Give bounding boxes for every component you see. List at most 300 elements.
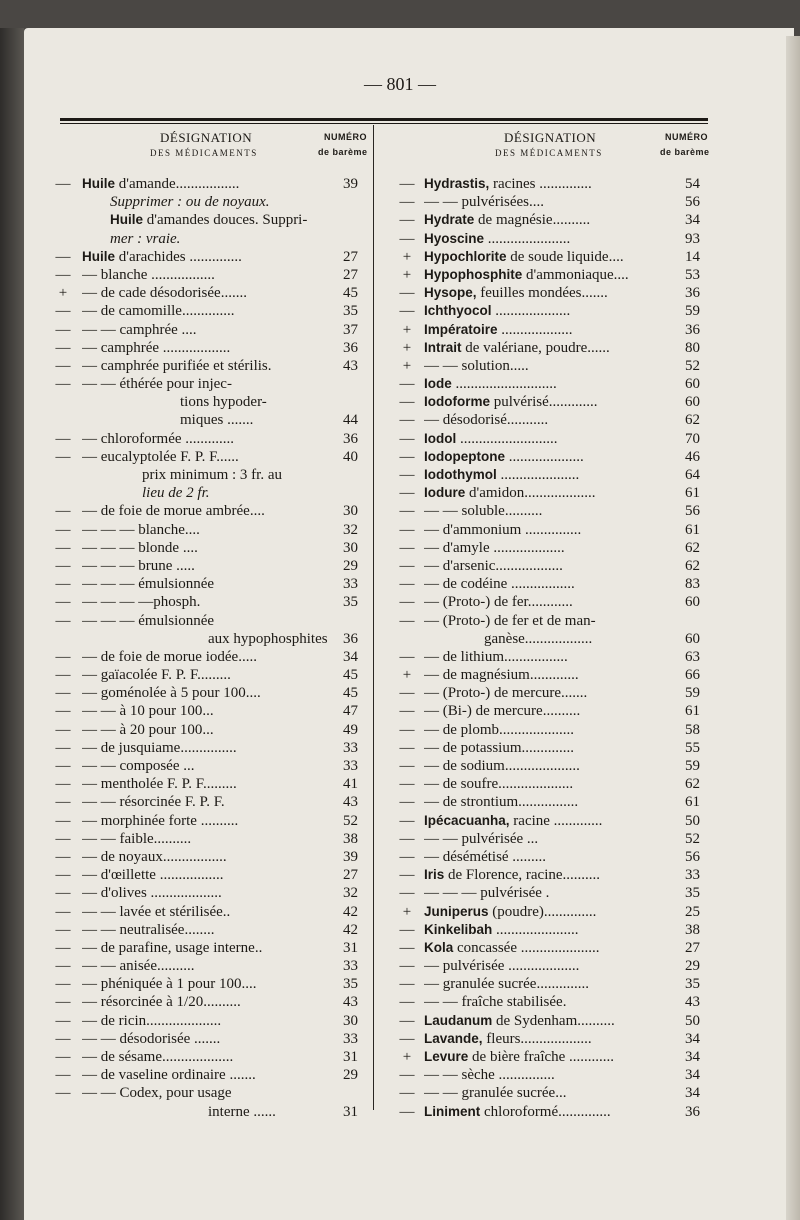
list-item	[48, 866, 368, 884]
entry-number: 59	[685, 685, 700, 702]
entry-designation	[424, 284, 608, 302]
entry-marker: —	[399, 703, 415, 720]
entry-marker: —	[55, 848, 71, 865]
entry-text: — goménolée à 5 pour 100....	[82, 685, 261, 702]
entry-designation	[82, 593, 200, 611]
entry-text: — d'amyle ...................	[424, 539, 565, 556]
entry-text: — (Proto-) de fer............	[424, 594, 573, 611]
entry-text: — de lithium.................	[424, 648, 568, 665]
entry-text: — — — brune .....	[82, 557, 195, 574]
entry-designation	[82, 775, 237, 793]
entry-marker: +	[402, 357, 412, 374]
left-column	[48, 175, 368, 1121]
entry-marker: —	[399, 430, 415, 447]
entry-marker: —	[55, 776, 71, 793]
list-item	[48, 884, 368, 902]
entry-number: 46	[685, 448, 700, 465]
list-item	[48, 702, 368, 720]
entry-designation	[82, 666, 231, 684]
entry-marker: —	[55, 248, 71, 265]
entry-marker: —	[399, 794, 415, 811]
entry-marker: —	[55, 448, 71, 465]
entry-marker: —	[55, 994, 71, 1011]
entry-designation	[424, 812, 602, 830]
list-item	[48, 521, 368, 539]
entry-text: — — lavée et stérilisée..	[82, 903, 231, 920]
entry-designation	[82, 921, 214, 939]
entry-name: Laudanum	[424, 1012, 493, 1028]
entry-designation	[424, 1048, 614, 1066]
entry-text: de magnésie..........	[474, 212, 591, 229]
entry-text: — de codéine .................	[424, 576, 575, 593]
list-item	[392, 921, 702, 939]
entry-designation	[424, 848, 546, 866]
list-item	[392, 557, 702, 575]
list-item	[48, 502, 368, 520]
entry-marker: —	[55, 539, 71, 556]
entry-marker: —	[55, 576, 71, 593]
list-item	[392, 957, 702, 975]
entry-marker: —	[55, 921, 71, 938]
entry-designation	[424, 375, 557, 393]
book-spine-shadow	[0, 28, 24, 1220]
entry-name: Huile	[82, 248, 116, 264]
entry-marker: —	[399, 1103, 415, 1120]
entry-marker: —	[55, 266, 71, 283]
entry-number: 27	[343, 266, 358, 283]
entry-marker: —	[399, 739, 415, 756]
entry-number: 29	[685, 958, 700, 975]
entry-designation	[82, 975, 257, 993]
entry-text: — d'olives ...................	[82, 885, 222, 902]
entry-number: 35	[343, 976, 358, 993]
entry-text: — de jusquiame...............	[82, 739, 237, 756]
entry-marker: —	[399, 576, 415, 593]
entry-marker: —	[55, 430, 71, 447]
list-item	[392, 612, 702, 630]
entry-designation	[424, 1084, 566, 1102]
entry-designation	[424, 702, 580, 720]
entry-designation	[82, 684, 261, 702]
list-item	[48, 993, 368, 1011]
entry-number: 33	[343, 576, 358, 593]
entry-marker: —	[399, 1012, 415, 1029]
entry-text: d'arachides ..............	[115, 248, 242, 265]
entry-designation	[424, 357, 529, 375]
entry-marker: —	[55, 885, 71, 902]
entry-number: 35	[685, 976, 700, 993]
entry-designation	[424, 721, 574, 739]
list-item	[48, 266, 368, 284]
list-item	[392, 1103, 702, 1121]
entry-marker: —	[55, 976, 71, 993]
entry-number: 31	[343, 939, 358, 956]
list-item	[48, 939, 368, 957]
entry-marker: —	[55, 703, 71, 720]
entry-text: ....................	[491, 303, 571, 320]
entry-text: ...................	[497, 321, 573, 338]
entry-marker: —	[55, 958, 71, 975]
entry-marker: —	[399, 194, 415, 211]
list-item	[392, 284, 702, 302]
entry-text: — — faible..........	[82, 830, 192, 847]
entry-designation	[424, 521, 581, 539]
entry-number: 52	[343, 812, 358, 829]
entry-marker: +	[402, 903, 412, 920]
list-item	[48, 193, 368, 211]
entry-number: 45	[343, 667, 358, 684]
entry-text: lieu de 2 fr.	[142, 485, 210, 502]
list-item	[48, 1084, 368, 1102]
entry-number: 43	[685, 994, 700, 1011]
entry-designation	[208, 1103, 276, 1121]
entry-text: — — à 20 pour 100...	[82, 721, 214, 738]
list-item	[392, 539, 702, 557]
entry-text: — de soufre....................	[424, 776, 574, 793]
entry-number: 50	[685, 1012, 700, 1029]
list-item	[48, 812, 368, 830]
entry-designation	[424, 830, 538, 848]
list-item	[392, 830, 702, 848]
entry-marker: +	[58, 285, 68, 302]
list-item	[48, 284, 368, 302]
entry-text: — — fraîche stabilisée.	[424, 994, 567, 1011]
entry-number: 58	[685, 721, 700, 738]
entry-marker: —	[55, 867, 71, 884]
entry-text: d'amidon...................	[465, 485, 596, 502]
list-item	[392, 812, 702, 830]
entry-designation	[82, 448, 239, 466]
entry-text: — — — —phosph.	[82, 594, 201, 611]
entry-text: — — granulée sucrée...	[424, 1085, 567, 1102]
entry-designation	[424, 593, 573, 611]
entry-designation	[424, 557, 563, 575]
entry-marker: —	[399, 212, 415, 229]
list-item	[392, 393, 702, 411]
left-header-title: DÉSIGNATION	[160, 130, 253, 145]
entry-text: — eucalyptolée F. P. F......	[82, 448, 239, 465]
entry-text: — de foie de morue ambrée....	[82, 503, 265, 520]
entry-designation	[82, 957, 194, 975]
entry-text: aux hypophosphites	[208, 630, 328, 647]
list-item	[392, 884, 702, 902]
entry-number: 32	[343, 521, 358, 538]
entry-designation	[82, 721, 214, 739]
column-divider	[373, 125, 374, 1110]
list-item	[48, 448, 368, 466]
entry-designation	[82, 757, 194, 775]
list-item	[48, 393, 368, 411]
entry-marker: —	[399, 721, 415, 738]
entry-designation	[82, 266, 215, 284]
entry-text: ......................	[492, 921, 579, 938]
entry-number: 55	[685, 739, 700, 756]
entry-number: 43	[343, 357, 358, 374]
list-item	[48, 593, 368, 611]
entry-marker: —	[399, 612, 415, 629]
entry-marker: —	[399, 557, 415, 574]
list-item	[48, 339, 368, 357]
entry-number: 70	[685, 430, 700, 447]
entry-designation	[424, 502, 542, 520]
entry-marker: —	[399, 758, 415, 774]
entry-designation	[82, 1030, 220, 1048]
entry-designation	[82, 339, 230, 357]
entry-text: — — solution.....	[424, 357, 529, 374]
entry-marker: —	[55, 557, 71, 574]
entry-number: 43	[343, 794, 358, 811]
entry-number: 36	[685, 1103, 700, 1120]
list-item	[48, 539, 368, 557]
entry-text: ....................	[505, 448, 584, 465]
entry-text: — — — blonde ....	[82, 539, 198, 556]
entry-designation	[82, 612, 214, 630]
entry-number: 36	[685, 285, 700, 302]
entry-text: — — soluble..........	[424, 503, 543, 520]
entry-text: pulvérisé.............	[490, 394, 598, 411]
right-header-title: DÉSIGNATION	[504, 130, 597, 145]
entry-number: 36	[685, 321, 700, 338]
entry-marker: —	[55, 830, 71, 847]
entry-marker: —	[399, 939, 415, 956]
list-item	[48, 630, 368, 648]
entry-number: 33	[343, 958, 358, 975]
entry-marker: —	[55, 357, 71, 374]
entry-name: Kinkelibah	[424, 921, 493, 937]
entry-designation	[424, 975, 589, 993]
entry-number: 37	[343, 321, 358, 338]
entry-designation	[424, 757, 580, 775]
entry-designation	[142, 484, 210, 502]
entry-text: — chloroformée .............	[82, 430, 235, 447]
entry-text: fleurs...................	[482, 1030, 592, 1047]
list-item	[48, 721, 368, 739]
entry-number: 34	[685, 1049, 700, 1065]
entry-number: 60	[685, 376, 700, 393]
list-item	[48, 975, 368, 993]
entry-marker: —	[55, 521, 71, 538]
entry-marker: —	[55, 739, 71, 756]
entry-number: 33	[343, 758, 358, 774]
list-item	[48, 175, 368, 193]
entry-name: Iode	[424, 376, 452, 392]
entry-text: — — — pulvérisée .	[424, 885, 550, 902]
entry-designation	[82, 1084, 232, 1102]
list-item	[48, 321, 368, 339]
list-item	[392, 993, 702, 1011]
entry-number: 45	[343, 285, 358, 302]
entry-designation	[82, 884, 222, 902]
entry-marker: —	[55, 758, 71, 774]
list-item	[48, 248, 368, 266]
list-item	[392, 866, 702, 884]
entry-number: 38	[685, 921, 700, 938]
entry-number: 33	[343, 1030, 358, 1047]
entry-designation	[110, 211, 307, 229]
entry-name: Hypophosphite	[424, 266, 523, 282]
entry-designation	[180, 411, 253, 429]
entry-name: Hyoscine	[424, 230, 485, 246]
entry-designation	[82, 430, 234, 448]
entry-text: — gaïacolée F. P. F.........	[82, 667, 231, 684]
list-item	[48, 230, 368, 248]
list-item	[392, 793, 702, 811]
list-item	[392, 939, 702, 957]
entry-number: 36	[343, 630, 358, 647]
entry-marker: —	[55, 303, 71, 320]
list-item	[48, 1103, 368, 1121]
entry-marker: +	[402, 1049, 412, 1065]
entry-name: Huile	[110, 212, 144, 228]
entry-text: — de sésame...................	[82, 1049, 234, 1065]
header-rule-thin	[60, 123, 708, 124]
entry-text: — de vaseline ordinaire .......	[82, 1067, 256, 1084]
list-item	[392, 975, 702, 993]
entry-text: interne ......	[208, 1103, 276, 1120]
entry-name: Ipécacuanha,	[424, 812, 510, 828]
entry-number: 83	[685, 576, 700, 593]
entry-text: mer : vraie.	[110, 230, 181, 247]
entry-designation	[424, 575, 575, 593]
entry-designation	[424, 230, 570, 248]
entry-text: ...........................	[451, 376, 557, 393]
entry-text: — mentholée F. P. F.........	[82, 776, 237, 793]
entry-designation	[82, 502, 265, 520]
entry-designation	[82, 375, 232, 393]
entry-number: 44	[343, 412, 358, 429]
entry-text: prix minimum : 3 fr. au	[142, 467, 282, 483]
left-header-num: NUMÉRO	[324, 132, 367, 142]
entry-text: — — Codex, pour usage	[82, 1085, 232, 1102]
entry-designation	[82, 939, 262, 957]
entry-designation	[82, 175, 239, 193]
entry-text: — — — blanche....	[82, 521, 200, 538]
entry-number: 60	[685, 394, 700, 411]
entry-text: — — anisée..........	[82, 958, 195, 975]
entry-number: 59	[685, 758, 700, 774]
entry-designation	[424, 211, 590, 229]
entry-designation	[424, 666, 579, 684]
entry-designation	[424, 248, 624, 266]
list-item	[392, 903, 702, 921]
entry-text: — de noyaux.................	[82, 848, 227, 865]
entry-marker: —	[55, 1030, 71, 1047]
entry-text: tions hypoder-	[180, 394, 267, 411]
entry-designation	[424, 193, 544, 211]
entry-text: — (Proto-) de mercure.......	[424, 685, 588, 702]
entry-number: 29	[343, 557, 358, 574]
entry-text: — de plomb....................	[424, 721, 574, 738]
entry-name: Levure	[424, 1049, 469, 1064]
entry-designation	[424, 539, 565, 557]
list-item	[392, 339, 702, 357]
entry-text: de bière fraîche ............	[468, 1049, 615, 1065]
list-item	[48, 793, 368, 811]
list-item	[392, 1030, 702, 1048]
entry-designation	[82, 848, 227, 866]
entry-marker: —	[399, 830, 415, 847]
entry-text: d'amande.................	[115, 176, 240, 192]
entry-designation	[82, 793, 225, 811]
entry-designation	[424, 448, 584, 466]
entry-designation	[424, 321, 573, 339]
entry-name: Hydrate	[424, 212, 475, 228]
entry-marker: —	[399, 1085, 415, 1102]
entry-name: Hydrastis,	[424, 176, 490, 191]
header-rule-thick	[60, 118, 708, 121]
list-item	[48, 1048, 368, 1066]
entry-marker: +	[402, 266, 412, 283]
list-item	[48, 411, 368, 429]
list-item	[392, 648, 702, 666]
list-item	[392, 484, 702, 502]
entry-designation	[82, 539, 198, 557]
entry-marker: —	[399, 1067, 415, 1084]
list-item	[392, 848, 702, 866]
entry-text: racine .............	[509, 812, 603, 829]
list-item	[392, 702, 702, 720]
entry-marker: —	[399, 176, 415, 192]
list-item	[392, 411, 702, 429]
list-item	[392, 375, 702, 393]
entry-designation	[82, 575, 214, 593]
entry-designation	[424, 484, 595, 502]
entry-marker: —	[399, 448, 415, 465]
entry-text: ganèse..................	[484, 630, 593, 647]
entry-designation	[82, 557, 195, 575]
entry-number: 32	[343, 885, 358, 902]
list-item	[48, 375, 368, 393]
entry-number: 35	[343, 303, 358, 320]
entry-designation	[424, 302, 570, 320]
entry-text: — — — émulsionnée	[82, 576, 215, 593]
entry-designation	[424, 884, 549, 902]
entry-text: — de cade désodorisée.......	[82, 285, 247, 302]
entry-text: ..........................	[456, 430, 558, 447]
entry-marker: —	[399, 885, 415, 902]
entry-number: 56	[685, 503, 700, 520]
entry-text: — — désodorisée .......	[82, 1030, 221, 1047]
entry-text: de valériane, poudre......	[461, 339, 610, 356]
entry-text: — — composée ...	[82, 758, 195, 774]
entry-text: — de sodium....................	[424, 758, 580, 774]
list-item	[48, 921, 368, 939]
entry-designation	[110, 230, 180, 248]
entry-marker: —	[399, 848, 415, 865]
entry-number: 35	[685, 885, 700, 902]
entry-number: 36	[343, 430, 358, 447]
entry-designation	[424, 175, 592, 193]
entry-marker: —	[399, 921, 415, 938]
entry-text: — de ricin....................	[82, 1012, 222, 1029]
list-item	[48, 302, 368, 320]
entry-number: 61	[685, 485, 700, 502]
entry-marker: —	[399, 503, 415, 520]
entry-number: 47	[343, 703, 358, 720]
entry-designation	[424, 466, 579, 484]
entry-designation	[424, 648, 568, 666]
list-item	[392, 448, 702, 466]
entry-name: Ichthyocol	[424, 303, 492, 319]
entry-text: — camphrée ..................	[82, 339, 231, 356]
list-item	[392, 193, 702, 211]
entry-marker: —	[55, 176, 71, 192]
entry-text: — — à 10 pour 100...	[82, 703, 214, 720]
entry-text: — phéniquée à 1 pour 100....	[82, 976, 257, 993]
entry-number: 31	[343, 1049, 358, 1065]
entry-marker: —	[399, 521, 415, 538]
entry-designation	[82, 866, 223, 884]
